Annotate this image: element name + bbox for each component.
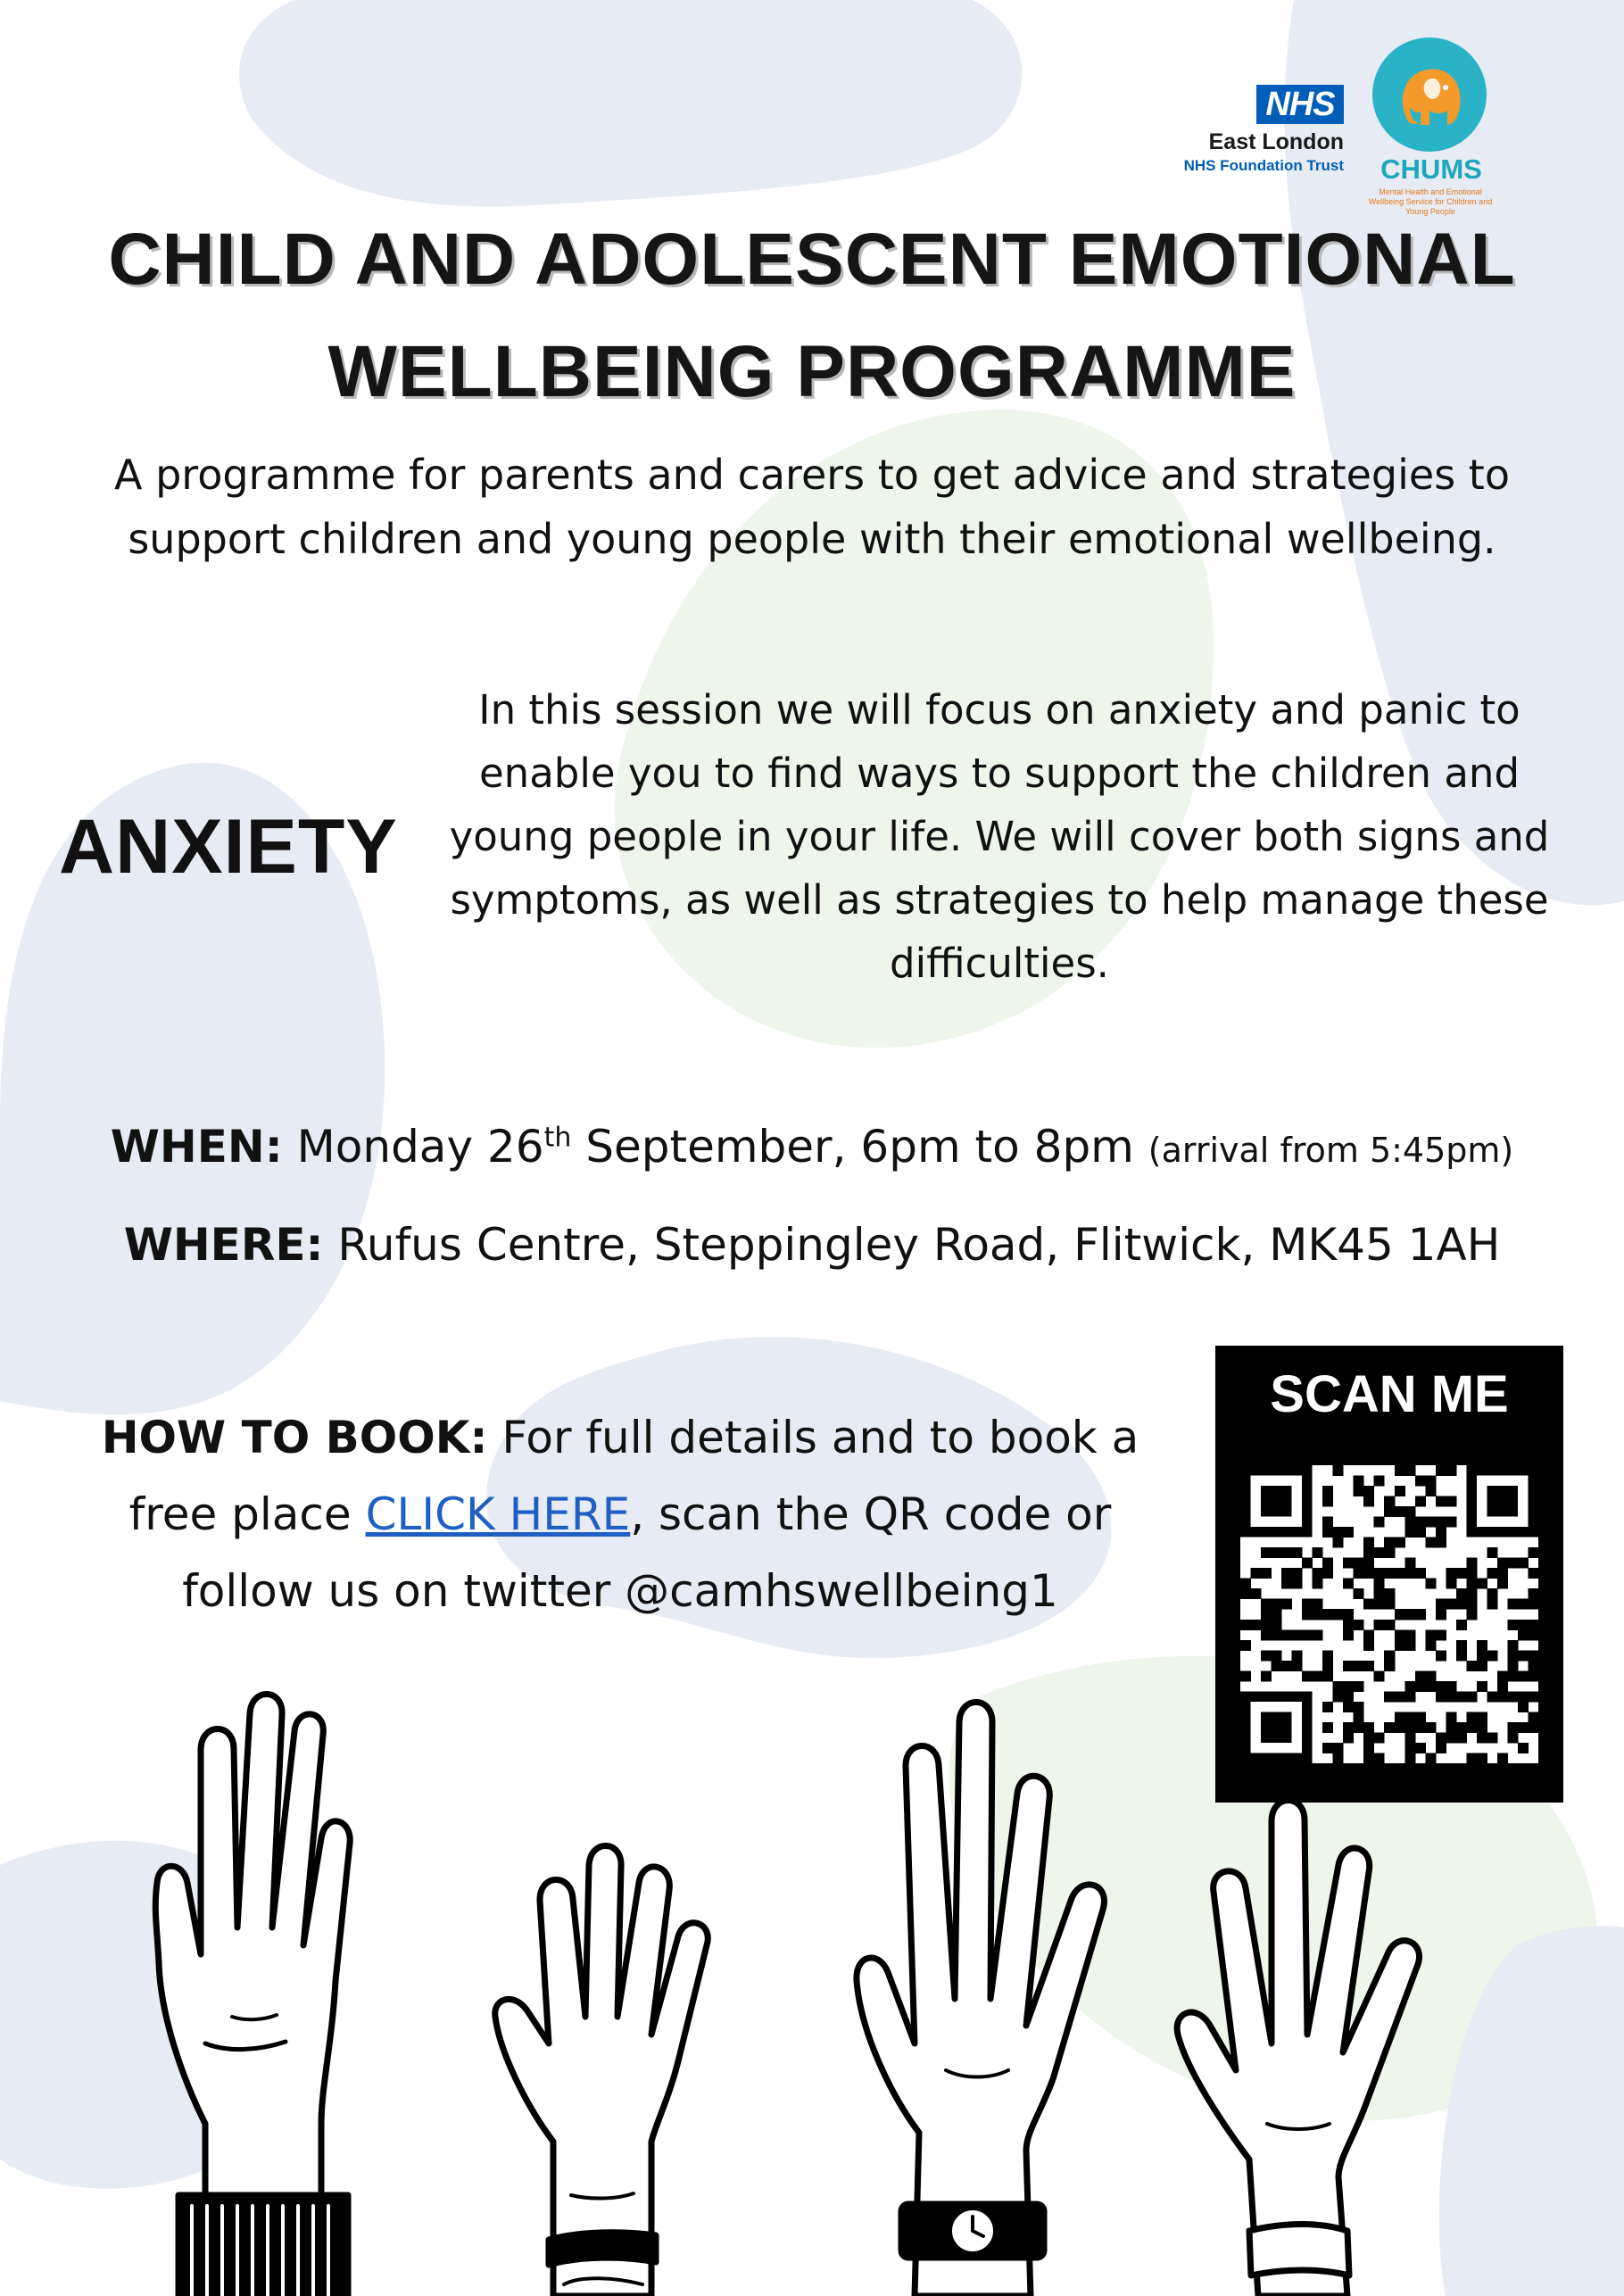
chums-tagline: Mental Health and Emotional Wellbeing Service for Children and Young People — [1368, 187, 1493, 216]
click-here-link[interactable]: CLICK HERE — [365, 1488, 631, 1540]
qr-module — [1404, 1527, 1415, 1538]
when-arrival-note: (arrival from 5:45pm) — [1148, 1131, 1514, 1170]
qr-module — [1497, 1558, 1508, 1569]
qr-module — [1466, 1558, 1477, 1569]
qr-module — [1251, 1620, 1262, 1630]
nhs-logo: NHS — [1256, 85, 1344, 124]
qr-module — [1384, 1620, 1395, 1630]
qr-module — [1363, 1547, 1374, 1558]
qr-module — [1333, 1538, 1344, 1548]
qr-module — [1446, 1465, 1456, 1476]
qr-module — [1333, 1465, 1344, 1476]
hand-icon-left — [155, 1694, 350, 2296]
qr-module — [1425, 1640, 1436, 1651]
qr-module — [1363, 1538, 1374, 1548]
qr-module — [1404, 1640, 1415, 1651]
qr-module — [1404, 1568, 1415, 1579]
qr-module — [1395, 1538, 1405, 1548]
qr-module — [1322, 1568, 1333, 1579]
qr-module — [1404, 1517, 1415, 1528]
qr-module — [1446, 1496, 1456, 1507]
qr-module — [1466, 1579, 1477, 1589]
qr-module — [1354, 1620, 1364, 1630]
qr-module — [1507, 1599, 1518, 1610]
qr-module — [1384, 1547, 1395, 1558]
qr-module — [1395, 1465, 1405, 1476]
qr-module — [1363, 1599, 1374, 1610]
when-day-suffix: th — [543, 1122, 572, 1154]
nhs-trust-name: NHS Foundation Trust — [1183, 157, 1344, 174]
qr-module — [1240, 1640, 1251, 1651]
chums-elephant-eye — [1443, 85, 1448, 90]
when-day: Monday 26 — [282, 1121, 544, 1173]
qr-module — [1374, 1568, 1385, 1579]
qr-module — [1363, 1640, 1374, 1651]
qr-module — [1507, 1620, 1518, 1630]
qr-module — [1446, 1517, 1456, 1528]
qr-module — [1395, 1486, 1405, 1496]
qr-module — [1281, 1629, 1292, 1640]
page-title — [54, 203, 1570, 428]
qr-module — [1518, 1629, 1529, 1640]
qr-module — [1528, 1629, 1538, 1640]
qr-module — [1354, 1588, 1364, 1599]
qr-module — [1466, 1568, 1477, 1579]
qr-module — [1313, 1547, 1323, 1558]
qr-module — [1518, 1620, 1529, 1630]
qr-module — [1436, 1517, 1446, 1528]
qr-module — [1497, 1568, 1508, 1579]
qr-module — [1456, 1588, 1467, 1599]
qr-module — [1395, 1568, 1405, 1579]
qr-module — [1395, 1609, 1405, 1620]
qr-module — [1313, 1568, 1323, 1579]
event-when — [54, 1115, 1570, 1181]
booking-text-1: For full details and to book a free place — [128, 1412, 1139, 1540]
qr-module — [1528, 1620, 1538, 1630]
qr-module — [1466, 1609, 1477, 1620]
qr-module — [1374, 1547, 1385, 1558]
qr-module — [1322, 1517, 1333, 1528]
nhs-org-name: East London — [1208, 129, 1344, 154]
qr-module — [1436, 1629, 1446, 1640]
booking-info — [62, 1399, 1178, 1629]
qr-module — [1518, 1558, 1529, 1569]
qr-module — [1528, 1599, 1538, 1610]
qr-module — [1404, 1609, 1415, 1620]
qr-module — [1363, 1496, 1374, 1507]
qr-module — [1261, 1629, 1272, 1640]
qr-module — [1281, 1547, 1292, 1558]
qr-module — [1384, 1568, 1395, 1579]
qr-module — [1487, 1486, 1518, 1517]
qr-module — [1384, 1506, 1395, 1517]
qr-module — [1272, 1599, 1282, 1610]
qr-module — [1322, 1609, 1333, 1620]
qr-module — [1436, 1465, 1446, 1476]
logo-group — [1149, 36, 1560, 214]
qr-module — [1446, 1599, 1456, 1610]
qr-module — [1528, 1588, 1538, 1599]
qr-module — [1487, 1588, 1497, 1599]
qr-module — [1363, 1558, 1374, 1569]
qr-module — [1395, 1629, 1405, 1640]
session-description: In this session we will focus on anxiety and panic to enable you to find ways to support the children and young people in your life. We will cover both signs and symptoms, as well as strategies to help manage these difficulties. — [449, 686, 1550, 987]
qr-module — [1384, 1599, 1395, 1610]
qr-module — [1374, 1476, 1385, 1487]
where-label: WHERE: — [123, 1219, 324, 1271]
qr-module — [1436, 1538, 1446, 1548]
qr-module — [1415, 1476, 1426, 1487]
qr-module — [1302, 1609, 1313, 1620]
qr-module — [1487, 1599, 1497, 1610]
qr-module — [1343, 1527, 1354, 1538]
qr-module — [1374, 1588, 1385, 1599]
qr-module — [1404, 1558, 1415, 1569]
qr-module — [1477, 1640, 1487, 1651]
qr-module — [1272, 1620, 1282, 1630]
qr-module — [1446, 1568, 1456, 1579]
session-topic: ANXIETY — [59, 804, 398, 890]
qr-module — [1404, 1629, 1415, 1640]
qr-module — [1354, 1476, 1364, 1487]
qr-module — [1313, 1609, 1323, 1620]
qr-module — [1456, 1599, 1467, 1610]
qr-module — [1343, 1620, 1354, 1630]
qr-module — [1395, 1506, 1405, 1517]
qr-module — [1395, 1640, 1405, 1651]
qr-module — [1436, 1599, 1446, 1610]
hand-icon-center-left — [495, 1845, 708, 2296]
qr-module — [1415, 1517, 1426, 1528]
qr-module — [1487, 1568, 1497, 1579]
qr-module — [1374, 1517, 1385, 1528]
qr-module — [1456, 1620, 1467, 1630]
qr-module — [1281, 1599, 1292, 1610]
qr-module — [1363, 1486, 1374, 1496]
qr-module — [1292, 1579, 1303, 1589]
qr-module — [1240, 1579, 1251, 1589]
qr-module — [1343, 1609, 1354, 1620]
qr-module — [1333, 1527, 1344, 1538]
qr-module — [1292, 1547, 1303, 1558]
intro-text: A programme for parents and carers to get advice and strategies to support children and young people with their emotional wellbeing. — [114, 451, 1510, 563]
qr-module — [1477, 1579, 1487, 1589]
qr-module — [1415, 1568, 1426, 1579]
hand-icon-center-right — [857, 1703, 1105, 2296]
qr-module — [1313, 1629, 1323, 1640]
qr-module — [1507, 1640, 1518, 1651]
qr-module — [1384, 1538, 1395, 1548]
qr-module — [1446, 1579, 1456, 1589]
qr-module — [1425, 1629, 1436, 1640]
where-value: Rufus Centre, Steppingley Road, Flitwick, MK45 1AH — [323, 1219, 1501, 1271]
qr-module — [1363, 1568, 1374, 1579]
qr-module — [1436, 1527, 1446, 1538]
qr-module — [1415, 1496, 1426, 1507]
qr-module — [1436, 1609, 1446, 1620]
when-label: WHEN: — [110, 1121, 283, 1173]
qr-module — [1487, 1547, 1497, 1558]
qr-module — [1425, 1476, 1436, 1487]
qr-module — [1302, 1599, 1313, 1610]
qr-module — [1384, 1588, 1395, 1599]
qr-module — [1528, 1568, 1538, 1579]
qr-module — [1333, 1609, 1344, 1620]
qr-module — [1343, 1579, 1354, 1589]
qr-module — [1384, 1496, 1395, 1507]
qr-module — [1261, 1599, 1272, 1610]
qr-module — [1251, 1588, 1262, 1599]
qr-module — [1404, 1506, 1415, 1517]
qr-module — [1261, 1620, 1272, 1630]
qr-module — [1272, 1609, 1282, 1620]
qr-module — [1240, 1588, 1251, 1599]
qr-module — [1261, 1486, 1292, 1517]
qr-module — [1436, 1496, 1446, 1507]
hand-icon-right — [1177, 1801, 1419, 2296]
qr-module — [1354, 1558, 1364, 1569]
background-blob-top — [239, 0, 1022, 207]
qr-module — [1302, 1558, 1313, 1569]
qr-module — [1240, 1620, 1251, 1630]
qr-module — [1374, 1620, 1385, 1630]
chums-elephant-logo — [1371, 36, 1488, 153]
raised-hands-illustration — [0, 1660, 1624, 2296]
qr-module — [1456, 1640, 1467, 1651]
qr-module — [1322, 1527, 1333, 1538]
scan-me-label: SCAN ME — [1270, 1365, 1509, 1423]
qr-module — [1261, 1609, 1272, 1620]
title-line-1: CHILD AND ADOLESCENT EMOTIONAL — [108, 219, 1516, 300]
qr-module — [1292, 1568, 1303, 1579]
qr-module — [1363, 1629, 1374, 1640]
qr-module — [1518, 1599, 1529, 1610]
qr-module — [1251, 1568, 1262, 1579]
qr-module — [1272, 1547, 1282, 1558]
chums-name: CHUMS — [1380, 153, 1482, 185]
title-line-2: WELLBEING PROGRAMME — [327, 331, 1297, 412]
qr-module — [1425, 1517, 1436, 1528]
qr-module — [1374, 1599, 1385, 1610]
qr-module — [1374, 1579, 1385, 1589]
qr-module — [1281, 1579, 1292, 1589]
qr-module — [1313, 1599, 1323, 1610]
qr-module — [1261, 1547, 1272, 1558]
qr-module — [1507, 1558, 1518, 1569]
qr-module — [1322, 1558, 1333, 1569]
qr-module — [1415, 1609, 1426, 1620]
qr-module — [1343, 1629, 1354, 1640]
qr-module — [1528, 1547, 1538, 1558]
qr-module — [1354, 1568, 1364, 1579]
qr-module — [1466, 1599, 1477, 1610]
event-where — [54, 1214, 1570, 1276]
qr-module — [1313, 1579, 1323, 1589]
qr-module — [1425, 1538, 1436, 1548]
qr-module — [1404, 1465, 1415, 1476]
qr-module — [1343, 1558, 1354, 1569]
qr-module — [1322, 1496, 1333, 1507]
qr-module — [1302, 1629, 1313, 1640]
qr-module — [1354, 1486, 1364, 1496]
qr-module — [1322, 1486, 1333, 1496]
qr-module — [1425, 1579, 1436, 1589]
qr-module — [1261, 1568, 1272, 1579]
when-rest: September, 6pm to 8pm — [571, 1121, 1148, 1173]
qr-module — [1415, 1527, 1426, 1538]
qr-module — [1456, 1568, 1467, 1579]
booking-text-2: , scan the QR code or follow us on twitter @camhswellbeing1 — [182, 1488, 1112, 1617]
qr-module — [1292, 1629, 1303, 1640]
qr-module — [1497, 1579, 1508, 1589]
qr-module — [1466, 1588, 1477, 1599]
qr-module — [1281, 1568, 1292, 1579]
booking-label: HOW TO BOOK: — [101, 1412, 488, 1463]
qr-module — [1272, 1629, 1282, 1640]
qr-module — [1425, 1486, 1436, 1496]
